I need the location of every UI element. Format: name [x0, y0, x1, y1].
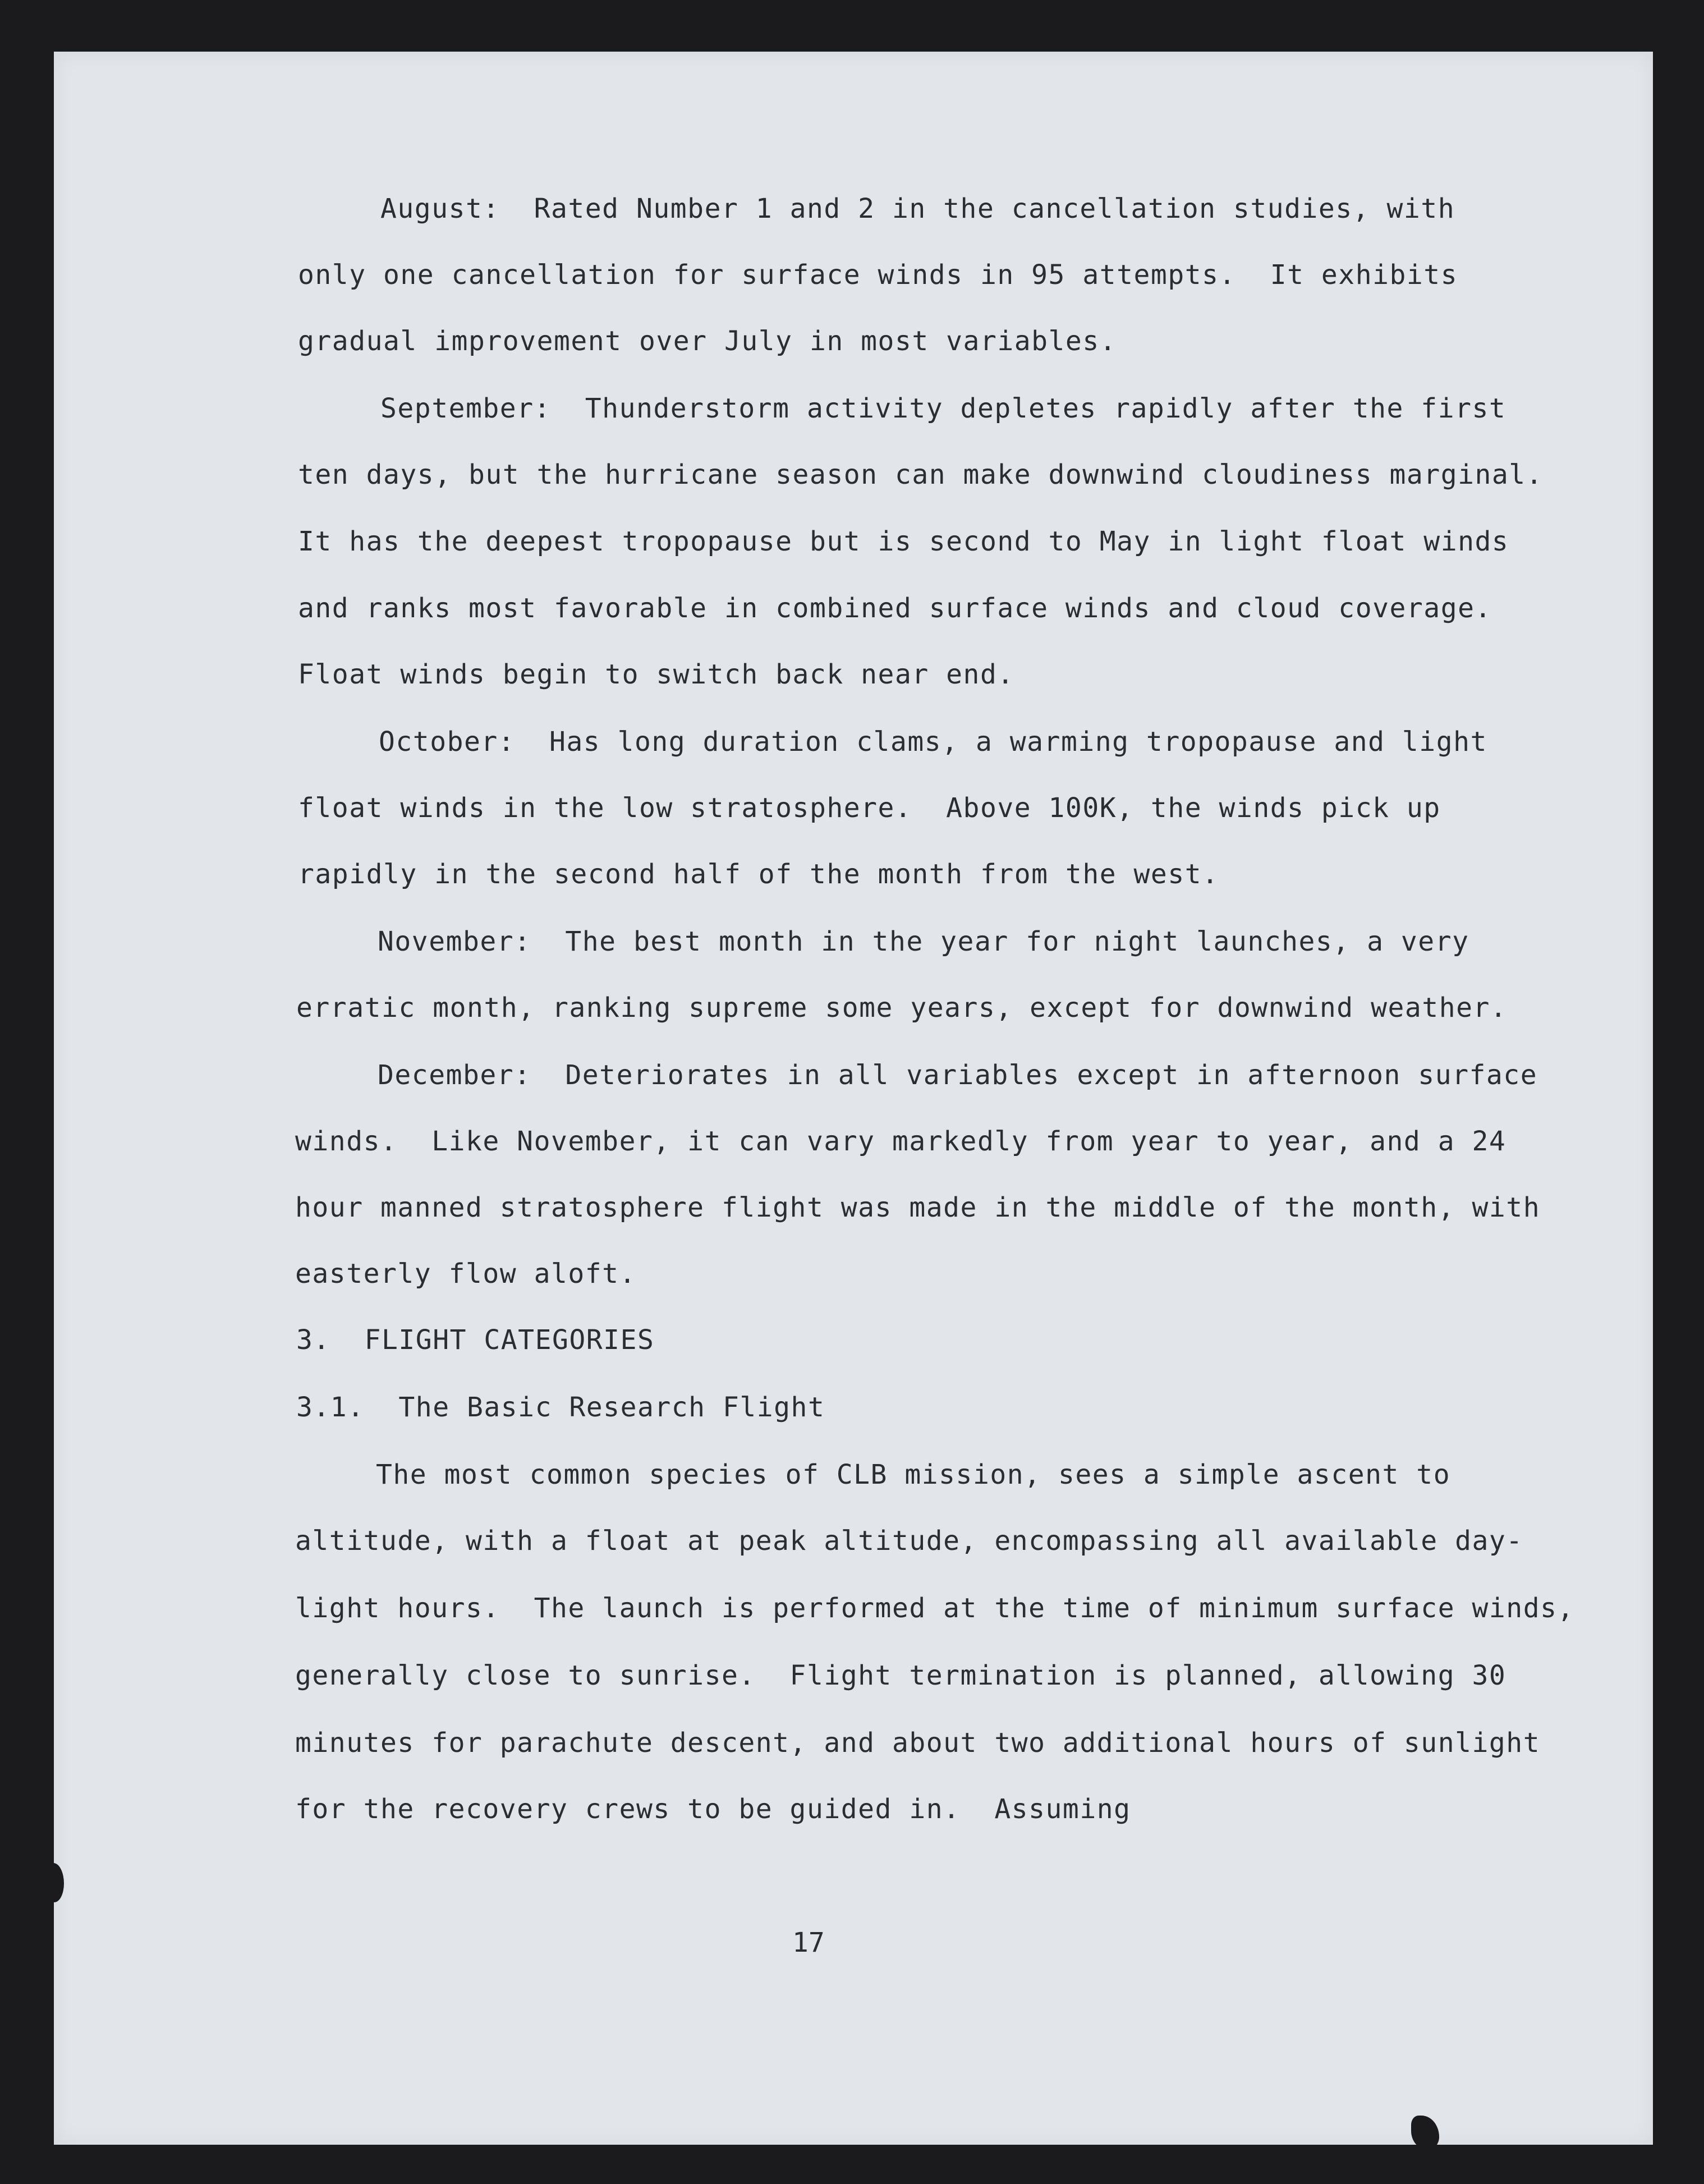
text-line: August: Rated Number 1 and 2 in the cancellation studies, with: [380, 193, 1455, 224]
text-line: for the recovery crews to be guided in. Assuming: [295, 1793, 1131, 1825]
text-line: minutes for parachute descent, and about two additional hours of sunlight: [295, 1727, 1541, 1759]
text-line: generally close to sunrise. Flight termination is planned, allowing 30: [295, 1660, 1506, 1691]
text-line: November: The best month in the year for night launches, a very: [378, 926, 1469, 957]
text-line: rapidly in the second half of the month from the west.: [298, 859, 1219, 890]
text-line: altitude, with a float at peak altitude, encompassing all available day-: [295, 1525, 1523, 1557]
text-line: float winds in the low stratosphere. Above 100K, the winds pick up: [298, 792, 1441, 824]
text-line: Float winds begin to switch back near end.: [298, 659, 1014, 690]
text-line: The most common species of CLB mission, sees a simple ascent to: [376, 1459, 1451, 1490]
text-line: winds. Like November, it can vary markedly from year to year, and a 24: [295, 1126, 1506, 1157]
text-line: erratic month, ranking supreme some years, except for downwind weather.: [296, 992, 1508, 1024]
text-line: December: Deteriorates in all variables except in afternoon surface: [378, 1059, 1538, 1091]
text-line: October: Has long duration clams, a warming tropopause and light: [379, 726, 1487, 758]
subsection-heading: 3.1. The Basic Research Flight: [296, 1392, 825, 1423]
text-line: It has the deepest tropopause but is second to May in light float winds: [298, 526, 1509, 557]
text-line: only one cancellation for surface winds in 95 attempts. It exhibits: [298, 259, 1458, 291]
section-heading: 3. FLIGHT CATEGORIES: [296, 1324, 655, 1356]
paper-sheet: [54, 52, 1653, 2145]
text-line: ten days, but the hurricane season can make downwind cloudiness marginal.: [298, 459, 1544, 490]
torn-edge-left: [44, 1863, 64, 1902]
text-line: easterly flow aloft.: [295, 1258, 636, 1290]
text-line: hour manned stratosphere flight was made in the middle of the month, with: [295, 1192, 1541, 1223]
text-line: gradual improvement over July in most variables.: [298, 325, 1117, 357]
text-line: September: Thunderstorm activity depletes rapidly after the first: [380, 393, 1506, 424]
text-line: light hours. The launch is performed at the time of minimum surface winds,: [295, 1593, 1574, 1624]
page-number: 17: [792, 1927, 825, 1958]
text-line: and ranks most favorable in combined surface winds and cloud coverage.: [298, 593, 1492, 624]
